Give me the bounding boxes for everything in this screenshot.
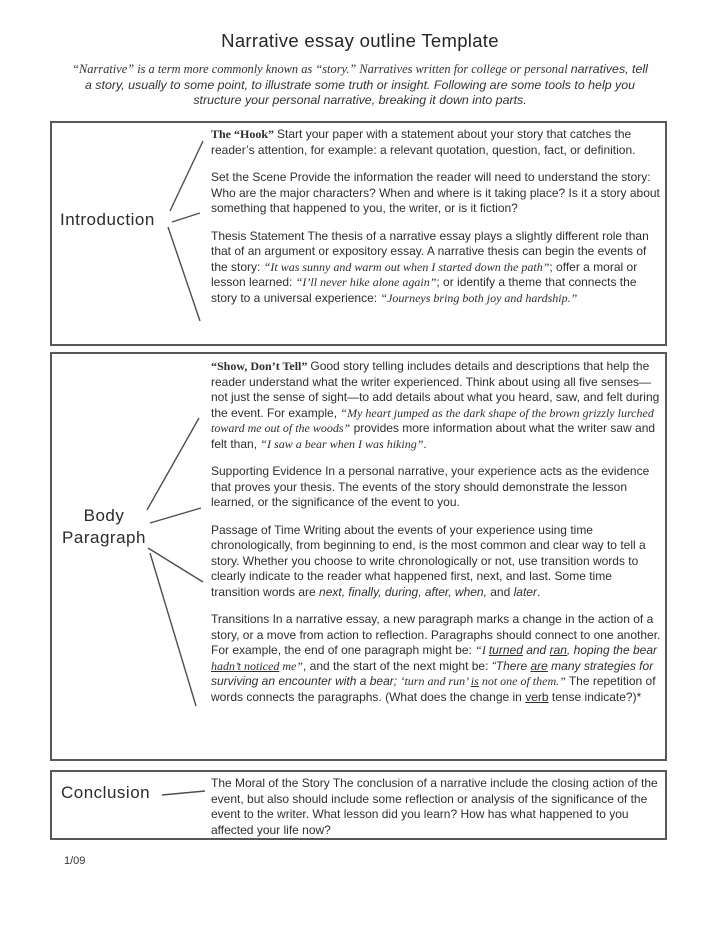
section-content-introduction [211, 127, 661, 306]
paragraph-supporting-evidence: Supporting Evidence In a personal narrative, your experience acts as the evidence that proves your thesis. The events of the story should demonstrate the lesson learned, or the significance of the event to you. [211, 464, 650, 509]
paragraph-moral-of-the-story: The Moral of the Story The conclusion of a narrative include the closing action of the event, but also should include some reflection or analysis of the significance of the event to the writer. What lesson did you learn? How has what happened to you affected your life now? [211, 776, 658, 837]
paragraph-show-dont-tell: “Show, Don’t Tell” Good story telling includes details and descriptions that help the reader understand what the writer experienced. Think about using all five senses—not just the sense of sight—to add details about what you heard, saw, and felt during the event. For example, “My heart jumped as the dark shape of the brown grizzly lurched toward me out of the woods” provides more information about what the writer saw and felt than, “I saw a bear when I was hiking”. [211, 359, 660, 451]
page-number: 1/09 [64, 855, 86, 867]
section-label-conclusion: Conclusion [61, 783, 151, 802]
paragraph-set-the-scene: Set the Scene Provide the information the reader will need to understand the story: Who are the major characters? When and where is it taking place? Is it a story about something that happened to you, the writer, or is it fiction? [211, 170, 660, 215]
section-content-body-paragraph [211, 359, 661, 705]
section-label-body-paragraph: Body Paragraph [62, 506, 146, 547]
paragraph-thesis-statement: Thesis Statement The thesis of a narrative essay plays a slightly different role than that of an argument or expository essay. A narrative thesis can begin the events of the story: “It was sunny and warm out when I started down the path”; offer a moral or lesson learned: “I’ll never hike alone again”; or identify a theme that connects the story to a universal experience: “Journeys bring both joy and hardship.” [211, 228, 649, 305]
paragraph-transitions: Transitions In a narrative essay, a new paragraph marks a change in the action of a story, or a move from action to reflection. Paragraphs should connect to one another. For example, the end of one paragraph might be: “I turned and ran, hoping the bear hadn’t noticed me”, and the start of the next might be: “There are many strategies for surviving an encounter with a bear; ‘turn and run’ is not one of them.” The repetition of words connects the paragraphs. (What does the change in verb tense indicate?)* [211, 612, 661, 704]
section-introduction [50, 121, 667, 346]
section-body-paragraph [50, 352, 667, 761]
section-content-conclusion [211, 776, 661, 838]
intro-paragraph: “Narrative” is a term more commonly known as “story.” Narratives written for college or personal narratives, tell a story, usually to some point, to illustrate some truth or insight. Following are some tools to help you structure your personal narrative, breaking it down into parts. [72, 62, 648, 108]
paragraph-passage-of-time: Passage of Time Writing about the events of your experience using time chronologically, from beginning to end, is the most common and clear way to tell a story. Whether you choose to write chronologically or not, use transition words to clearly indicate to the reader what happened first, next, and last. Some time transition words are next, finally, during, after, when, and later. [211, 522, 646, 599]
section-conclusion [50, 770, 667, 840]
paragraph-hook: The “Hook” Start your paper with a statement about your story that catches the reader’s attention, for example: a relevant quotation, question, fact, or definition. [211, 127, 636, 157]
section-label-introduction: Introduction [60, 210, 155, 229]
page-title: Narrative essay outline Template [221, 30, 499, 51]
